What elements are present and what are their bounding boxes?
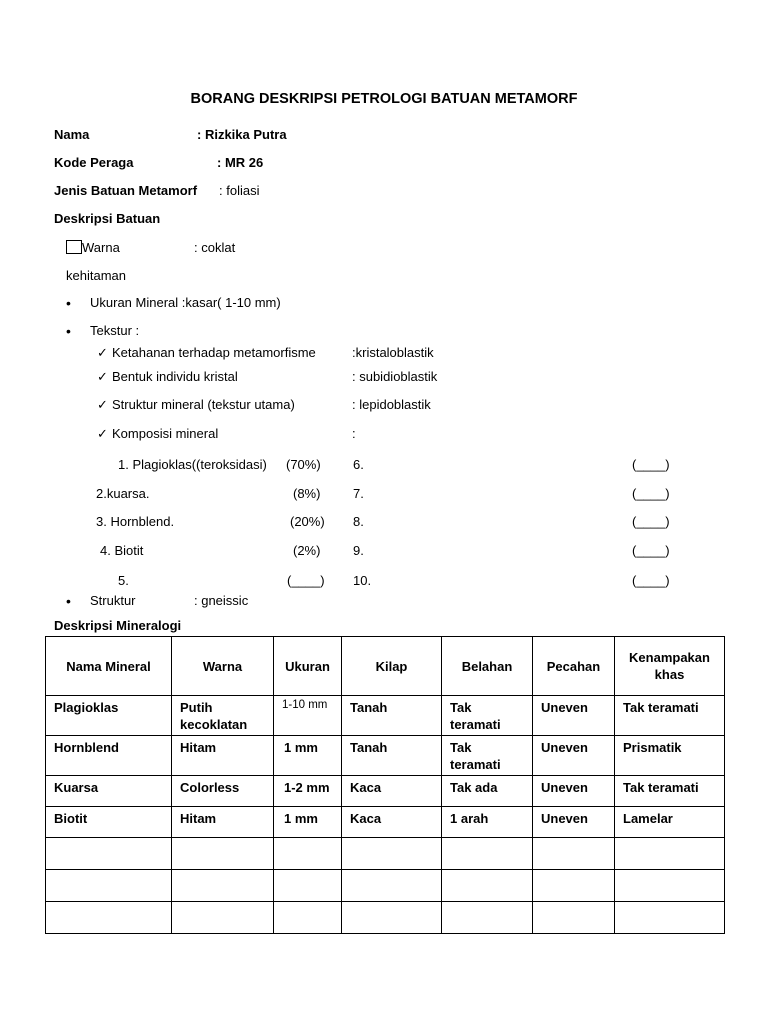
komposisi-item-percent: (2%)	[293, 543, 321, 558]
table-cell	[342, 870, 442, 902]
table-cell	[533, 902, 615, 934]
komposisi-item-percent: (____)	[632, 457, 670, 472]
table-row	[46, 807, 725, 838]
warna-value: : coklat	[194, 240, 236, 255]
checkmark-icon: ✓	[97, 426, 108, 441]
komposisi-item-percent: (____)	[632, 543, 670, 558]
table-row	[46, 870, 725, 902]
table-cell	[442, 838, 533, 870]
jenis-batuan-label: Jenis Batuan Metamorf	[54, 183, 198, 198]
table-cell: Hitam	[172, 807, 274, 838]
table-cell	[615, 902, 725, 934]
table-cell: Uneven	[533, 776, 615, 807]
table-cell	[172, 838, 274, 870]
table-cell	[46, 870, 172, 902]
table-header-row	[46, 637, 725, 696]
komposisi-item-percent: (20%)	[290, 514, 325, 529]
table-cell	[533, 838, 615, 870]
header-nama-mineral: Nama Mineral	[46, 637, 172, 696]
table-cell: Hornblend	[46, 736, 172, 776]
komposisi-item-name: 5.	[118, 573, 129, 588]
table-cell	[46, 902, 172, 934]
komposisi-item-number: 8.	[353, 514, 364, 529]
table-row	[46, 776, 725, 807]
table-cell	[615, 870, 725, 902]
table-cell: 1-10 mm	[274, 696, 342, 736]
table-cell: Putih kecoklatan	[172, 696, 274, 736]
nama-value: : Rizkika Putra	[197, 127, 287, 142]
table-cell	[442, 870, 533, 902]
bullet-icon: •	[66, 295, 71, 311]
table-cell: Plagioklas	[46, 696, 172, 736]
table-cell: Kaca	[342, 776, 442, 807]
struktur-label: Struktur	[90, 593, 136, 608]
komposisi-item-percent: (8%)	[293, 486, 321, 501]
header-kenampakan-khas: Kenampakan khas	[615, 637, 725, 696]
checkmark-icon: ✓	[97, 345, 108, 360]
header-belahan: Belahan	[442, 637, 533, 696]
header-kilap: Kilap	[342, 637, 442, 696]
warna-continuation: kehitaman	[66, 268, 126, 283]
table-cell	[274, 902, 342, 934]
table-cell: Kaca	[342, 807, 442, 838]
table-cell: Tak ada	[442, 776, 533, 807]
header-warna: Warna	[172, 637, 274, 696]
komposisi-item-percent: (____)	[287, 573, 325, 588]
empty-box-icon	[66, 240, 82, 257]
tekstur-item-value: : lepidoblastik	[352, 397, 431, 412]
table-cell: Tanah	[342, 736, 442, 776]
table-cell: Tak teramati	[615, 776, 725, 807]
table-cell: Tak teramati	[615, 696, 725, 736]
table-cell: Tak teramati	[442, 696, 533, 736]
table-cell: Tak teramati	[442, 736, 533, 776]
komposisi-item-name: 4. Biotit	[100, 543, 144, 558]
table-cell	[342, 902, 442, 934]
mineralogy-table	[45, 636, 725, 934]
kode-peraga-value: : MR 26	[217, 155, 264, 170]
table-cell	[615, 838, 725, 870]
ukuran-mineral: Ukuran Mineral :kasar( 1-10 mm)	[90, 295, 281, 310]
struktur-value: : gneissic	[194, 593, 249, 608]
komposisi-item-percent: (____)	[632, 514, 670, 529]
komposisi-item-percent: (____)	[632, 486, 670, 501]
komposisi-item-number: 7.	[353, 486, 364, 501]
table-cell: Kuarsa	[46, 776, 172, 807]
bullet-icon: •	[66, 323, 71, 339]
komposisi-item-number: 9.	[353, 543, 364, 558]
tekstur-item-value: :kristaloblastik	[352, 345, 434, 360]
tekstur-item-label: Struktur mineral (tekstur utama)	[112, 397, 295, 412]
table-cell	[172, 870, 274, 902]
table-row	[46, 696, 725, 736]
table-cell: Colorless	[172, 776, 274, 807]
nama-label: Nama	[54, 127, 90, 142]
table-cell	[342, 838, 442, 870]
table-cell: 1 mm	[274, 736, 342, 776]
table-cell	[442, 902, 533, 934]
komposisi-item-name: 2.kuarsa.	[96, 486, 150, 501]
table-cell: 1 arah	[442, 807, 533, 838]
komposisi-item-name: 3. Hornblend.	[96, 514, 175, 529]
table-cell: 1-2 mm	[274, 776, 342, 807]
deskripsi-batuan-label: Deskripsi Batuan	[54, 211, 161, 226]
komposisi-item-number: 10.	[353, 573, 372, 588]
table-row	[46, 736, 725, 776]
komposisi-item-percent: (____)	[632, 573, 670, 588]
table-cell	[533, 870, 615, 902]
tekstur-item-value: :	[352, 426, 356, 441]
checkmark-icon: ✓	[97, 369, 108, 384]
table-cell: Uneven	[533, 736, 615, 776]
tekstur-label: Tekstur :	[90, 323, 140, 338]
table-cell: Uneven	[533, 807, 615, 838]
bullet-icon: •	[66, 593, 71, 609]
warna-label: Warna	[82, 240, 120, 255]
header-pecahan: Pecahan	[533, 637, 615, 696]
table-cell	[274, 870, 342, 902]
tekstur-item-value: : subidioblastik	[352, 369, 438, 384]
table-cell: Lamelar	[615, 807, 725, 838]
table-cell: Biotit	[46, 807, 172, 838]
komposisi-item-name: 1. Plagioklas((teroksidasi)	[118, 457, 267, 472]
komposisi-item-percent: (70%)	[286, 457, 321, 472]
checkmark-icon: ✓	[97, 397, 108, 412]
komposisi-item-number: 6.	[353, 457, 364, 472]
table-cell: Tanah	[342, 696, 442, 736]
kode-peraga-label: Kode Peraga	[54, 155, 134, 170]
jenis-batuan-value: : foliasi	[219, 183, 260, 198]
header-ukuran: Ukuran	[274, 637, 342, 696]
table-cell	[274, 838, 342, 870]
tekstur-item-label: Bentuk individu kristal	[112, 369, 238, 384]
table-cell: Prismatik	[615, 736, 725, 776]
tekstur-item-label: Ketahanan terhadap metamorfisme	[112, 345, 316, 360]
table-cell	[172, 902, 274, 934]
tekstur-item-label: Komposisi mineral	[112, 426, 219, 441]
deskripsi-mineralogi-label: Deskripsi Mineralogi	[54, 618, 182, 633]
table-row	[46, 838, 725, 870]
table-cell: Hitam	[172, 736, 274, 776]
document-title: BORANG DESKRIPSI PETROLOGI BATUAN METAMORF	[190, 91, 578, 107]
table-cell: Uneven	[533, 696, 615, 736]
table-cell	[46, 838, 172, 870]
table-cell: 1 mm	[274, 807, 342, 838]
table-row	[46, 902, 725, 934]
